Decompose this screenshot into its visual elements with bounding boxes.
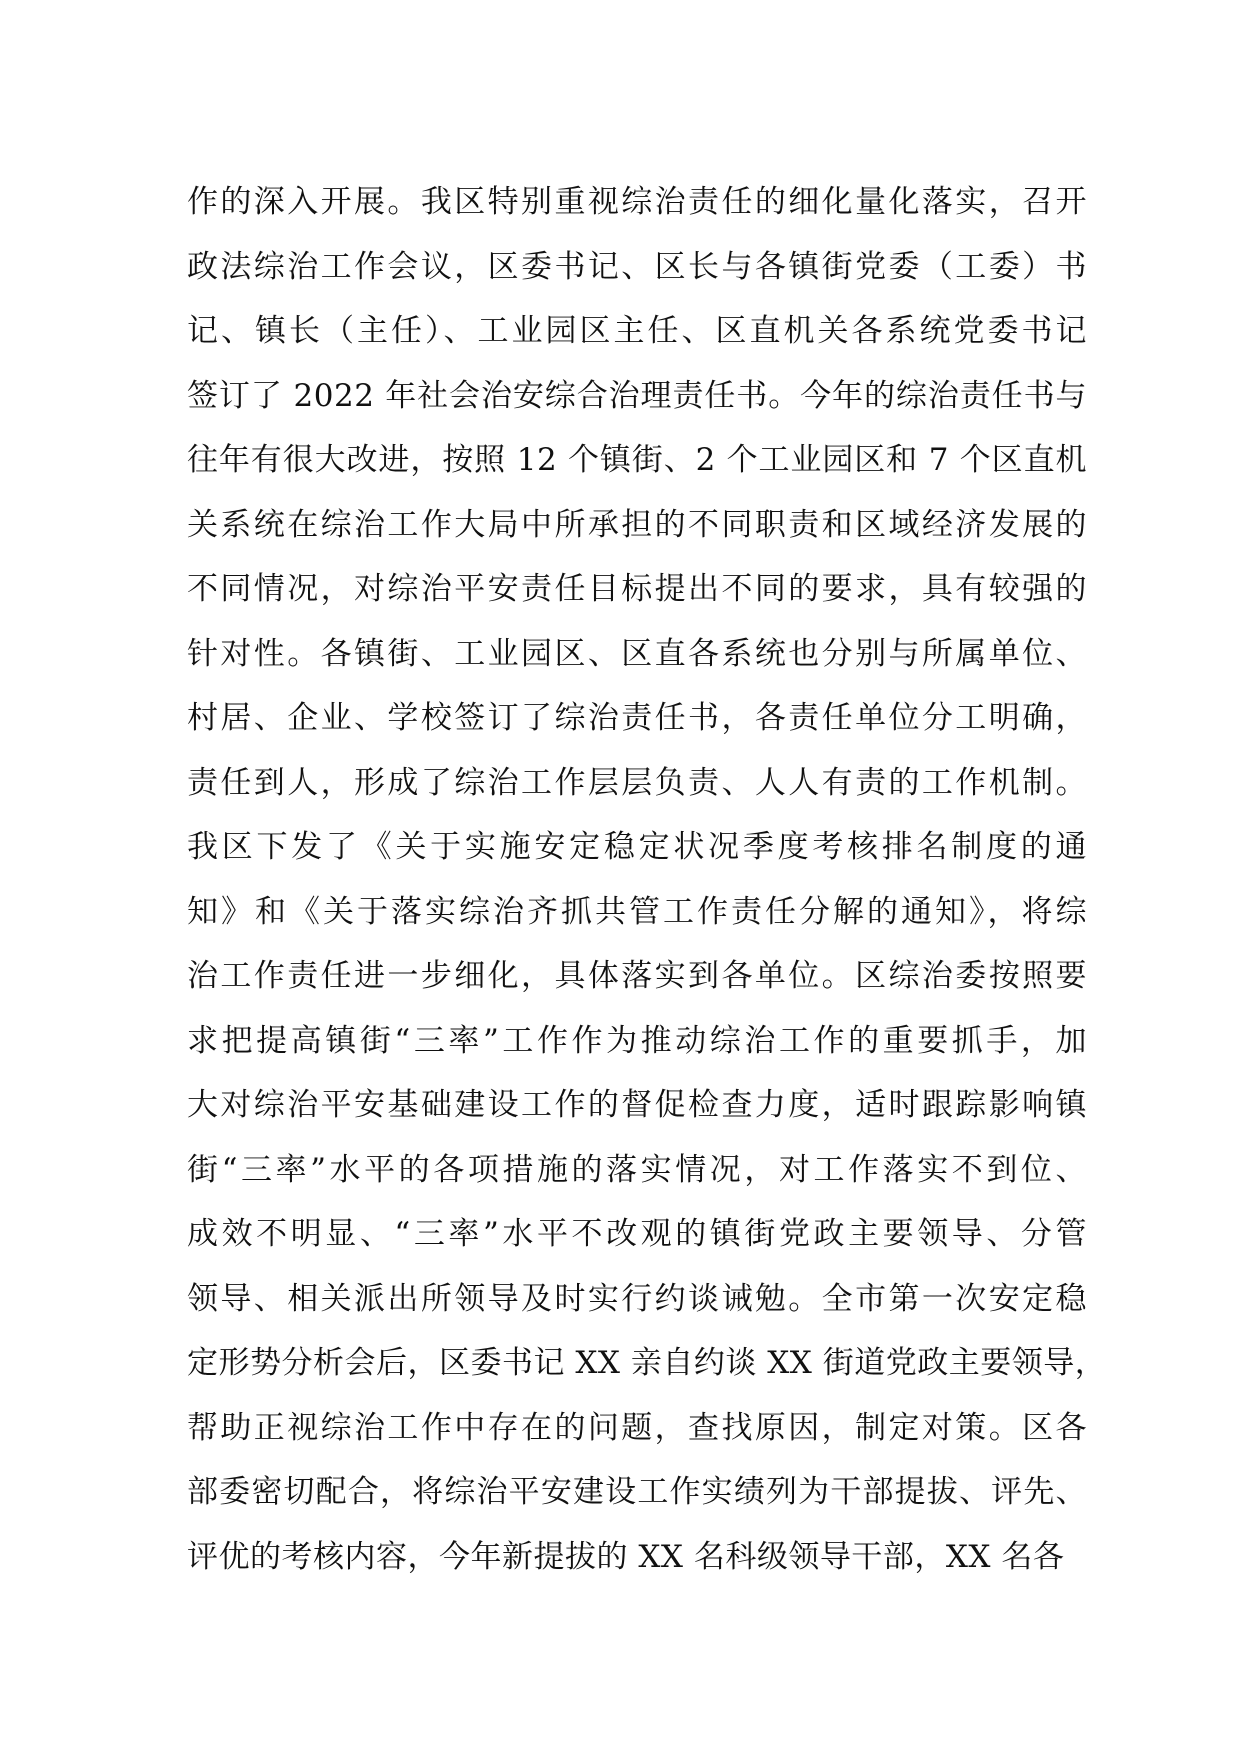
text-line: 领导、相关派出所领导及时实行约谈诫勉。全市第一次安定稳: [187, 1280, 1087, 1317]
body-text: [187, 170, 1107, 1589]
text-line: 签订了 2022 年社会治安综合治理责任书。今年的综治责任书与: [187, 377, 1087, 414]
text-line: 针对性。各镇街、工业园区、区直各系统也分别与所属单位、: [187, 635, 1087, 672]
text-line: 治工作责任进一步细化，具体落实到各单位。区综治委按照要: [187, 958, 1087, 994]
text-line: 部委密切配合，将综治平安建设工作实绩列为干部提拔、评先、: [187, 1474, 1087, 1510]
text-line: 街“三率”水平的各项措施的落实情况，对工作落实不到位、: [187, 1151, 1087, 1188]
text-line: 记、镇长（主任）、工业园区主任、区直机关各系统党委书记: [187, 313, 1087, 349]
text-line: 村居、企业、学校签订了综治责任书，各责任单位分工明确，: [187, 700, 1087, 736]
text-line: 成效不明显、“三率”水平不改观的镇街党政主要领导、分管: [187, 1216, 1087, 1252]
text-line: 评优的考核内容，今年新提拔的 XX 名科级领导干部，XX 名各: [187, 1538, 1065, 1575]
text-line: 责任到人，形成了综治工作层层负责、人人有责的工作机制。: [187, 764, 1087, 801]
text-line: 帮助正视综治工作中存在的问题，查找原因，制定对策。区各: [187, 1409, 1087, 1446]
text-line: 作的深入开展。我区特别重视综治责任的细化量化落实，召开: [187, 184, 1087, 220]
text-line: 求把提高镇街“三率”工作作为推动综治工作的重要抓手，加: [187, 1022, 1087, 1059]
text-line: 我区下发了《关于实施安定稳定状况季度考核排名制度的通: [187, 829, 1087, 865]
text-line: 关系统在综治工作大局中所承担的不同职责和区域经济发展的: [187, 506, 1087, 543]
text-line: 不同情况，对综治平安责任目标提出不同的要求，具有较强的: [187, 571, 1087, 607]
text-line: 定形势分析会后，区委书记 XX 亲自约谈 XX 街道党政主要领导，: [187, 1345, 1107, 1381]
text-line: 政法综治工作会议，区委书记、区长与各镇街党委（工委）书: [187, 248, 1087, 285]
text-line: 往年有很大改进，按照 12 个镇街、2 个工业园区和 7 个区直机: [187, 442, 1087, 478]
text-line: 大对综治平安基础建设工作的督促检查力度，适时跟踪影响镇: [187, 1087, 1087, 1123]
text-line: 知》和《关于落实综治齐抓共管工作责任分解的通知》，将综: [187, 893, 1087, 930]
